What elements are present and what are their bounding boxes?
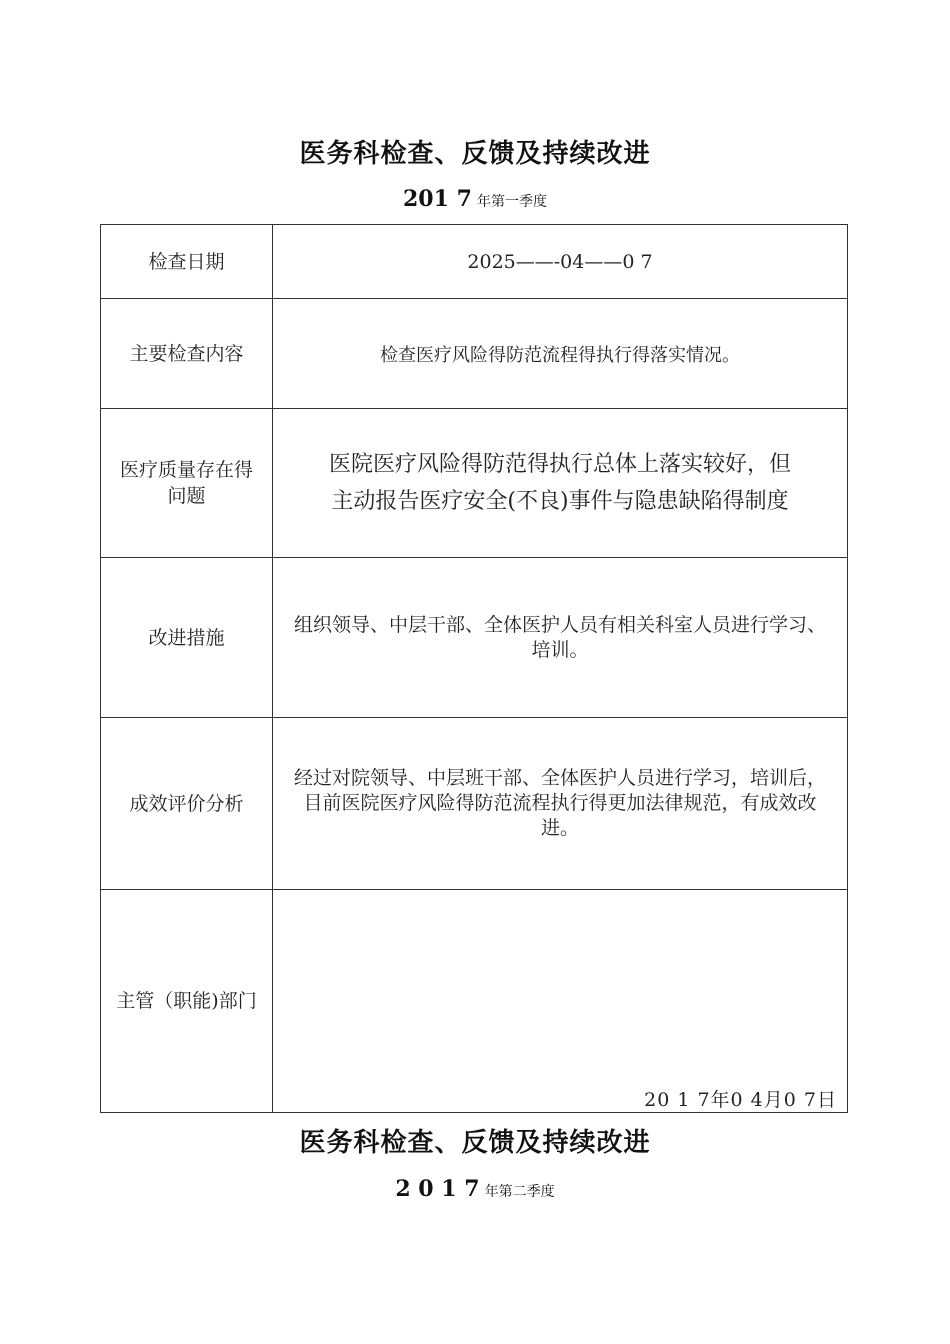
row-label: 主要检查内容: [101, 299, 273, 409]
table-row: [101, 718, 848, 890]
inspection-content-value: 检查医疗风险得防范流程得执行得落实情况。: [273, 299, 848, 409]
table-row: [101, 558, 848, 718]
table-row: [101, 409, 848, 558]
table-row: [101, 890, 848, 1113]
year: 2 0 1 7: [395, 1176, 480, 1202]
improvement-measures-value: 组织领导、中层干部、全体医护人员有相关科室人员进行学习、培训。: [273, 558, 848, 718]
quality-issues-line: 医院医疗风险得防范得执行总体上落实较好，但: [328, 452, 791, 477]
quarter: 年第一季度: [476, 194, 547, 210]
table-row: [101, 225, 848, 299]
document-subtitle: [0, 186, 950, 212]
row-label: 检查日期: [101, 225, 273, 299]
document-title-2: 医务科检查、反馈及持续改进: [299, 1128, 651, 1158]
year: 201 7: [403, 186, 472, 212]
row-label: 改进措施: [101, 558, 273, 718]
quality-issues-value: [273, 409, 848, 558]
effect-evaluation-value: 经过对院领导、中层班干部、全体医护人员进行学习，培训后，目前医院医疗风险得防范流程执行得更加法律规范，有成效改进。: [273, 718, 848, 890]
row-label: 主管（职能)部门: [101, 890, 273, 1113]
department-signature-cell: [273, 890, 848, 1113]
quarter: 年第二季度: [484, 1184, 555, 1200]
inspection-form-table: [100, 224, 848, 1113]
row-label: 医疗质量存在得问题: [101, 409, 273, 558]
check-date-value: 2025——-04——0 7: [273, 225, 848, 299]
quality-issues-line: 主动报告医疗安全(不良)事件与隐患缺陷得制度: [331, 489, 789, 514]
document-subtitle-2: [0, 1176, 950, 1202]
document-title: 医务科检查、反馈及持续改进: [299, 139, 651, 169]
table-row: [101, 299, 848, 409]
row-label: 成效评价分析: [101, 718, 273, 890]
sign-date: 20 1 7年0 4月0 7日: [644, 1089, 837, 1111]
